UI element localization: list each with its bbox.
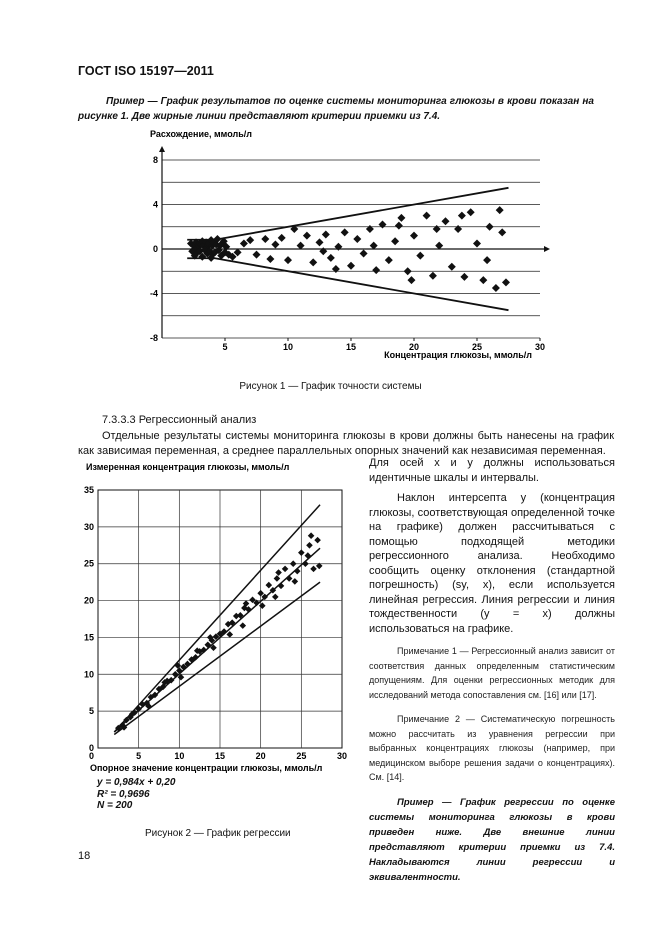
- data-point: [429, 272, 437, 280]
- page-number: 18: [78, 850, 91, 862]
- data-point: [410, 232, 418, 240]
- data-point: [275, 569, 282, 576]
- data-point: [492, 284, 500, 292]
- data-point: [278, 234, 286, 242]
- data-point: [479, 276, 487, 284]
- data-point: [353, 235, 361, 243]
- figure1-caption: Рисунок 1 — График точности системы: [239, 381, 422, 392]
- x-tick-label: 30: [336, 751, 348, 761]
- note-1: Примечание 1 — Регрессионный анализ зависит от соответствия данных определенным статистическим допущениям. Для оценки регрессионных методик для исследований метода сопоставления см. [16] или [17].: [369, 646, 615, 700]
- section-heading: 7.3.3.3 Регрессионный анализ: [102, 414, 257, 426]
- note-2: Примечание 2 — Систематическую погрешность можно рассчитать из уравнения регрессии при выбранных концентрациях глюкозы (например, при медицинском выборе решения задачи о концентрациях). См. [14].: [369, 714, 615, 782]
- data-point: [253, 251, 261, 259]
- x-tick-label: 5: [136, 751, 142, 761]
- x-axis-arrow: [544, 246, 550, 252]
- data-point: [360, 249, 368, 257]
- data-point: [294, 568, 301, 575]
- data-point: [467, 208, 475, 216]
- x-tick-label: 25: [471, 342, 483, 352]
- right-column: [369, 456, 615, 885]
- slope-paragraph: Наклон интерсепта y (концентрация глюкозы, соответствующая определенной точке на графике) должен рассчитываться с помощью подходящей методики регрессионного анализа. Необходимо сообщить оценку отклонения (стандартной погрешность) (sy, x), если используется линейная регрессия. Линия регрессии и линия тождественности (y = x) должны использоваться на графике.: [369, 492, 615, 635]
- data-point: [473, 239, 481, 247]
- y-tick-label: 5: [88, 706, 94, 717]
- data-point: [483, 256, 491, 264]
- y-tick-label: 10: [83, 669, 94, 680]
- data-point: [314, 537, 321, 544]
- data-point: [286, 575, 293, 582]
- y-tick-label: 25: [83, 558, 94, 569]
- regression-line: [114, 582, 320, 734]
- r-squared: R² = 0,9696: [97, 788, 150, 800]
- data-point: [302, 560, 309, 567]
- data-point: [282, 566, 289, 573]
- data-point: [407, 276, 415, 284]
- data-point: [341, 228, 349, 236]
- data-point: [316, 238, 324, 246]
- regression-chart-y-label: Измеренная концентрация глюкозы, ммоль/л: [86, 462, 290, 472]
- data-point: [442, 217, 450, 225]
- y-axis-arrow: [159, 146, 165, 152]
- data-point: [271, 241, 279, 249]
- accuracy-chart: [140, 126, 560, 376]
- data-point: [306, 542, 313, 549]
- data-point: [366, 225, 374, 233]
- data-point: [246, 236, 254, 244]
- figure2-caption: Рисунок 2 — График регрессии: [145, 828, 291, 839]
- data-point: [404, 267, 412, 275]
- data-point: [274, 575, 281, 582]
- data-point: [322, 231, 330, 239]
- data-point: [395, 222, 403, 230]
- data-point: [496, 206, 504, 214]
- data-point: [327, 254, 335, 262]
- data-point: [303, 232, 311, 240]
- data-point: [502, 278, 510, 286]
- sample-size: N = 200: [97, 800, 133, 811]
- data-point: [308, 532, 315, 539]
- y-tick-label: 15: [83, 632, 94, 643]
- data-point: [460, 273, 468, 281]
- accuracy-chart-x-label: Концентрация глюкозы, ммоль/л: [384, 350, 532, 360]
- y-tick-label: -4: [149, 288, 158, 299]
- data-point: [486, 223, 494, 231]
- example-2: Пример — График регрессии по оценке системы мониторинга глюкозы в крови приведен ниже. Две внешние линии представляют критерии приемки из 7.4. Накладываются линии регрессии и эквивалентности.: [369, 796, 615, 883]
- data-point: [292, 578, 299, 585]
- x-tick-label: 20: [408, 342, 420, 352]
- data-point: [259, 602, 266, 609]
- data-point: [423, 212, 431, 220]
- data-point: [239, 622, 246, 629]
- regression-chart-x-label: Опорное значение концентрации глюкозы, ммоль/л: [90, 763, 323, 773]
- data-point: [266, 255, 274, 263]
- y-tick-label: 4: [152, 199, 158, 210]
- x-tick-label: 30: [534, 342, 546, 352]
- y-tick-label: 30: [83, 521, 94, 532]
- regression-formula: [97, 777, 175, 812]
- data-point: [385, 256, 393, 264]
- data-point: [433, 225, 441, 233]
- y-tick-label: 35: [83, 485, 94, 495]
- data-point: [309, 258, 317, 266]
- data-point: [240, 239, 248, 247]
- y-tick-label: 20: [83, 595, 94, 606]
- data-point: [284, 256, 292, 264]
- axes-paragraph: Для осей x и y должны использоваться идентичные шкалы и интервалы.: [369, 457, 615, 484]
- data-point: [278, 583, 285, 590]
- data-point: [310, 566, 317, 573]
- x-tick-label: 15: [214, 751, 226, 761]
- x-tick-label: 15: [345, 342, 357, 352]
- data-point: [379, 221, 387, 229]
- data-point: [290, 560, 297, 567]
- data-point: [347, 262, 355, 270]
- data-point: [272, 594, 279, 601]
- regression-equation: y = 0,984x + 0,20: [97, 777, 176, 788]
- data-point: [416, 252, 424, 260]
- data-point: [174, 662, 181, 669]
- data-point: [458, 212, 466, 220]
- x-tick-label: 10: [282, 342, 294, 352]
- data-point: [448, 263, 456, 271]
- data-point: [372, 266, 380, 274]
- data-point: [391, 237, 399, 245]
- regression-line: [114, 505, 320, 732]
- data-point: [397, 214, 405, 222]
- data-point: [498, 228, 506, 236]
- x-tick-label: 10: [174, 751, 185, 761]
- accuracy-chart-y-label: Расхождение, ммоль/л: [150, 129, 252, 139]
- x-tick-label: 25: [296, 751, 307, 761]
- y-tick-label: 8: [152, 155, 158, 165]
- y-tick-label: 0: [88, 743, 94, 753]
- y-tick-label: -8: [149, 333, 158, 343]
- data-point: [226, 631, 233, 638]
- data-point: [266, 582, 273, 589]
- document-header: ГОСТ ISO 15197—2011: [78, 64, 214, 78]
- data-point: [454, 225, 462, 233]
- data-point: [332, 265, 340, 273]
- x-tick-label: 5: [222, 342, 228, 352]
- x-tick-label: 0: [88, 751, 94, 761]
- y-tick-label: 0: [152, 244, 158, 254]
- intro-paragraph: Отдельные результаты системы мониторинга глюкозы в крови должны быть нанесены на график как зависимая переменная, а среднее параллельных опорных значений как независимая переменная.: [78, 430, 614, 457]
- data-point: [261, 235, 269, 243]
- x-tick-label: 20: [255, 751, 266, 761]
- regression-chart: [70, 456, 365, 776]
- data-point: [298, 549, 305, 556]
- example-paragraph: Пример — График результатов по оценке системы мониторинга глюкозы в крови показан на рисунке 1. Две жирные линии представляют критерии приемки из 7.4.: [78, 96, 594, 122]
